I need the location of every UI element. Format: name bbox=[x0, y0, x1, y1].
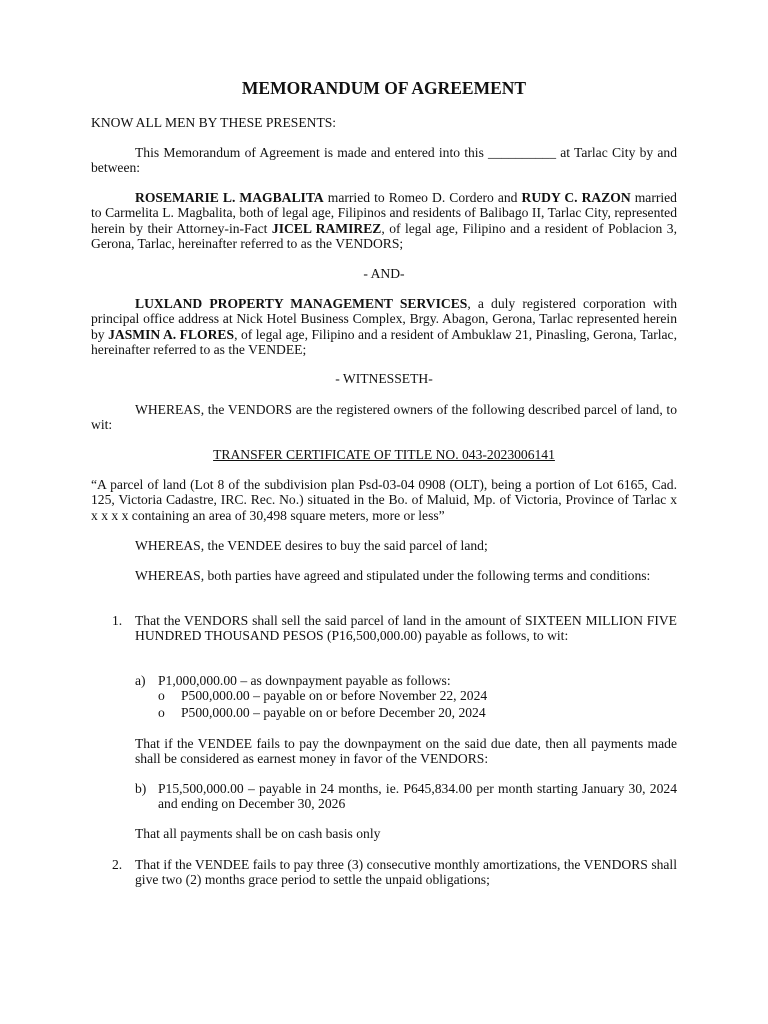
item-1-text: That the VENDORS shall sell the said parcel of land in the amount of SIXTEEN MILLION FIVE HUNDRED THOUSAND PESOS (P16,500,000.00) payable as follows, to wit: bbox=[135, 613, 677, 644]
item-2-text: That if the VENDEE fails to pay three (3) consecutive monthly amortizations, the VENDORS shall give two (2) months grace period to settle the unpaid obligations; bbox=[135, 857, 677, 888]
bullet-icon: o bbox=[158, 688, 165, 703]
whereas-registered-owners: WHEREAS, the VENDORS are the registered owners of the following described parcel of land, to wit: bbox=[91, 402, 677, 433]
vendor-name-2: RUDY C. RAZON bbox=[521, 190, 631, 205]
item-2-number: 2. bbox=[112, 857, 123, 872]
item-1b-label: b) bbox=[135, 781, 147, 796]
vendors-paragraph bbox=[91, 190, 677, 251]
tct-heading bbox=[91, 447, 677, 462]
downpayment-bullet-2 bbox=[158, 705, 486, 720]
item-1a-text: P1,000,000.00 – as downpayment payable as follows: bbox=[158, 673, 451, 688]
item-1-number: 1. bbox=[112, 613, 123, 628]
and-separator: - AND- bbox=[363, 266, 405, 281]
earnest-money-paragraph: That if the VENDEE fails to pay the downpayment on the said due date, then all payments made shall be considered as earnest money in favor of the VENDORS: bbox=[135, 736, 677, 767]
intro-paragraph: This Memorandum of Agreement is made and entered into this __________ at Tarlac City by and between: bbox=[91, 145, 677, 176]
vendors-text-3: , of legal age, Filipino and a resident of Poblacion 3, Gerona, Tarlac, hereinafter referred to as the VENDORS; bbox=[91, 220, 677, 251]
whereas-vendee-desires: WHEREAS, the VENDEE desires to buy the said parcel of land; bbox=[135, 538, 488, 553]
vendee-company-name: LUXLAND PROPERTY MANAGEMENT SERVICES bbox=[135, 296, 468, 311]
witnesseth-heading: - WITNESSETH- bbox=[335, 371, 433, 386]
downpayment-bullet-2-text: P500,000.00 – payable on or before December 20, 2024 bbox=[181, 705, 486, 720]
vendee-text-1: , a duly registered corporation with principal office address at Nick Hotel Business Complex, Brgy. Abagon, Gerona, Tarlac represented herein by bbox=[91, 296, 678, 342]
vendee-paragraph bbox=[91, 296, 677, 357]
vendors-text-1: married to Romeo D. Cordero and bbox=[323, 190, 522, 205]
item-1b bbox=[135, 781, 677, 812]
downpayment-bullet-1 bbox=[158, 688, 487, 703]
item-1a bbox=[135, 673, 677, 688]
item-1b-text: P15,500,000.00 – payable in 24 months, ie. P645,834.00 per month starting January 30, 2024 and ending on December 30, 2026 bbox=[158, 781, 677, 812]
vendor-name-1: ROSEMARIE L. MAGBALITA bbox=[135, 190, 324, 205]
item-1a-label: a) bbox=[135, 673, 146, 688]
vendee-text-2: , of legal age, Filipino and a resident of Ambuklaw 21, Pinasling, Gerona, Tarlac, hereinafter referred to as the VENDEE; bbox=[91, 326, 677, 357]
cash-basis-paragraph: That all payments shall be on cash basis only bbox=[135, 826, 381, 841]
whereas-terms: WHEREAS, both parties have agreed and stipulated under the following terms and conditions: bbox=[135, 568, 651, 583]
document-title: MEMORANDUM OF AGREEMENT bbox=[241, 78, 527, 98]
bullet-icon: o bbox=[158, 705, 165, 720]
vendee-representative-name: JASMIN A. FLORES bbox=[108, 326, 235, 342]
vendors-text-2: married to Carmelita L. Magbalita, both of legal age, Filipinos and residents of Balibago II, Tarlac City, represented herein by their Attorney-in-Fact bbox=[91, 190, 677, 236]
tct-number: TRANSFER CERTIFICATE OF TITLE NO. 043-2023006141 bbox=[213, 447, 555, 462]
parcel-description: “A parcel of land (Lot 8 of the subdivision plan Psd-03-04 0908 (OLT), being a portion of Lot 6165, Cad. 125, Victoria Cadastre, IRC. Rec. No.) situated in the Bo. of Maluid, Mp. of Victoria, Province of Tarlac x x x x x containing an area of 30,498 square meters, more or less” bbox=[91, 477, 677, 523]
know-all-heading: KNOW ALL MEN BY THESE PRESENTS: bbox=[91, 115, 337, 130]
downpayment-bullet-1-text: P500,000.00 – payable on or before November 22, 2024 bbox=[181, 688, 488, 703]
attorney-in-fact-name: JICEL RAMIREZ bbox=[271, 220, 382, 236]
